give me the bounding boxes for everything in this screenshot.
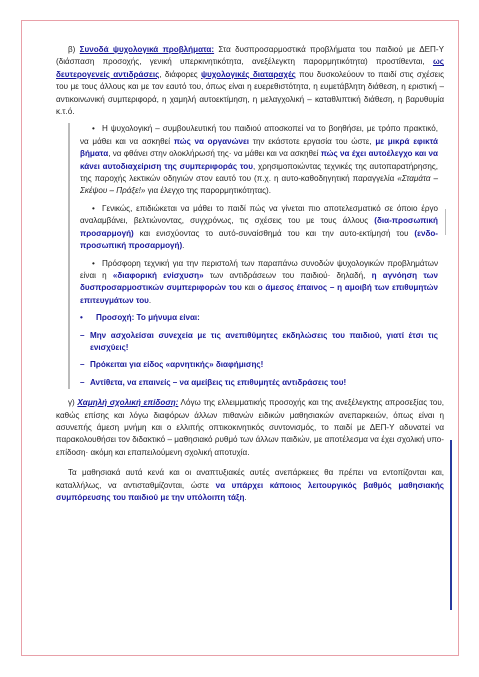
highlight-text: να υπάρχει κάποιος λειτουργικός βαθμός μαθησιακής συμπόρευσης του παιδιού με την υπόλοιπη τάξη	[56, 480, 445, 502]
advice-box	[80, 123, 438, 389]
margin-rule	[450, 440, 452, 610]
bullet-icon: •	[80, 313, 83, 323]
text-run: .	[182, 241, 185, 251]
highlight-text: ψυχολογικές διαταραχές	[200, 69, 296, 79]
message-item	[80, 359, 438, 371]
message-item-text: Μην ασχολείσαι συνεχεία με τις ανεπιθύμητες εκδηλώσεις του παιδιού, γιατί έτσι τις ενισχύεις!	[90, 330, 438, 352]
section-c-paragraph	[56, 397, 444, 459]
text-run: Λόγω της ελλειμματικής προσοχής και της ανεξέλεγκτης απροσεξίας του, καθώς επίσης και λόγω διαφόρων άλλων πιθανών ειδικών μαθησιακών ανεπαρκειών, όπως είναι η ασυνεπής άμεση μνήμη και ο ελλιπής οπτικοκινητικός συντονισμός, το παιδί με ΔΕΠ-Υ αδυνατεί να παρακολουθήσει τον διδακτικό – μαθησιακό ρυθμό των άλλων παιδιών, με αποτέλεσμα να έχει σχολική υπο-επίδοση· ακόμη και επαπειλούμενη σχολική αποτυχία.	[56, 398, 445, 457]
dash-icon: –	[80, 360, 85, 370]
message-intro	[80, 312, 438, 324]
section-title: Χαμηλή σχολική επίδοση:	[77, 398, 179, 408]
highlight-text: ο άμεσος έπαινος – η αμοιβή των επιθυμητών επιτευγμάτων του	[80, 283, 438, 305]
text-run: .	[244, 493, 247, 502]
dash-icon: –	[80, 330, 85, 340]
section-marker: γ)	[68, 398, 75, 408]
box-paragraph-1	[80, 123, 438, 197]
text-run: και ενισχύοντας το αυτό-συναίσθημά του και την αυτο-εκτίμησή του	[133, 228, 415, 238]
text-run: , διάφορες	[159, 69, 201, 79]
text-run: και	[241, 283, 258, 293]
text-run: που δυσκολεύουν το παιδί στις σχέσεις του με τους άλλους και με τον εαυτό του, όπως είναι η ευερεθιστότητα, η ευμετάβλητη διάθεση, η εριστική – αντικοινωνική συμπεριφορά, η χαμηλή αυτοεκτίμηση, η μελαγχολική – καταθλιπτική διάθεση, η βαρυθυμία κ.τ.ό.	[56, 69, 444, 117]
highlight-text: πώς να έχει αυτοέλεγχο και να κάνει αυτοδιαχείριση της συμπεριφοράς του	[80, 149, 438, 171]
message-item-text: Πρόκειται για είδος «αρνητικής» διαφήμισης!	[90, 360, 264, 370]
highlight-text: ως δευτερογενείς αντιδράσεις	[56, 57, 444, 79]
text-run: Γενικώς, επιδιώκεται να μάθει το παιδί πώς να γίνεται πιο αποτελεσματικό σε όποιο έργο αναλαμβάνει, βελτιώνοντας, συγχρόνως, τις σχέσεις του με τους άλλους	[80, 203, 438, 226]
highlight-text: (ενδο-προσωπική προσαρμογή)	[80, 228, 438, 251]
highlight-text: (δια-προσωπική προσαρμογή)	[80, 216, 438, 238]
text-run: , χρησιμοποιώντας τεχνικές της αυτοπαρατήρησης, της παροχής λεκτικών οδηγιών στον εαυτό του (π.χ. η αυτο-καθοδηγητική παραγγελία	[80, 161, 439, 184]
message-list	[80, 312, 438, 389]
bullet-icon: •	[92, 124, 95, 134]
message-item	[80, 330, 438, 355]
text-run: , να φθάνει στην ολοκλήρωσή της· να μάθει και να ασκηθεί	[108, 149, 321, 159]
section-b-paragraph	[56, 44, 444, 118]
text-run: Στα δυσπροσαρμοστικά προβλήματα του παιδιού με ΔΕΠ-Υ (διάσπαση προσοχής, γενική υπερκινητικότητα, ανεξέλεγκτη παρορμητικότητα) προστίθενται,	[56, 45, 444, 67]
highlight-text: με μικρά εφικτά βήματα	[80, 136, 438, 159]
bullet-icon: •	[92, 258, 95, 268]
bullet-icon: •	[92, 203, 95, 213]
document-body	[56, 44, 444, 504]
text-run: για έλεγχο της παρορμητικότητας).	[145, 186, 271, 196]
highlight-text: πώς να οργανώνει	[173, 136, 250, 146]
highlight-text: η αγνόηση των δυσπροσαρμοστικών συμπεριφορών του	[80, 270, 439, 293]
text-run: Πρόσφορη τεχνική για την περιστολή των παραπάνω συνοδών ψυχολογικών προβλημάτων είναι η	[80, 258, 438, 280]
message-item-text: Αντίθετα, να επαινείς – να αμείβεις τις επιθυμητές αντιδράσεις του!	[90, 377, 347, 387]
message-intro-text: Προσοχή: Το μήνυμα είναι:	[96, 313, 200, 323]
text-run: Η ψυχολογική – συμβουλευτική του παιδιού αποσκοπεί να το βοηθήσει, με τρόπο πρακτικό, να μάθει και να ασκηθεί	[80, 124, 438, 146]
dash-icon: –	[80, 377, 85, 387]
section-title: Συνοδά ψυχολογικά προβλήματα:	[79, 45, 215, 54]
text-run: Τα μαθησιακά αυτά κενά και οι αναπτυξιακές αυτές ανεπάρκειες θα πρέπει να εντοπίζονται και, καταλλήλως, να αντισταθμίζονται, ώστε	[56, 468, 444, 490]
section-marker: β)	[68, 45, 76, 54]
text-run: .	[148, 295, 152, 305]
box-paragraph-3	[80, 258, 438, 308]
box-paragraph-2	[80, 203, 438, 253]
italic-text: «Σταμάτα – Σκέψου – Πράξε!»	[80, 174, 438, 196]
text-run: των αντιδράσεων του παιδιού· δηλαδή,	[203, 270, 372, 280]
box-left-rule	[68, 123, 70, 389]
closing-paragraph	[56, 467, 444, 504]
box-right-rule	[445, 209, 447, 235]
highlight-text: «διαφορική ενίσχυση»	[112, 270, 204, 280]
message-item	[80, 377, 438, 389]
text-run: την εκάστοτε εργασία του ώστε,	[249, 136, 376, 146]
